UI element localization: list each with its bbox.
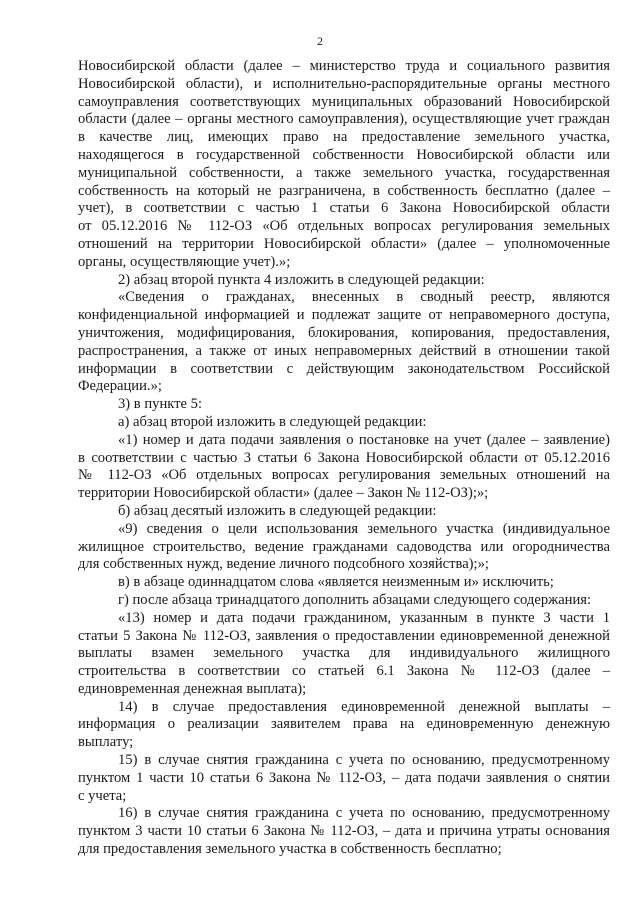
text-line: учет), в соответствии с частью 1 статьи 6 Закона Новосибирской области: [78, 200, 610, 217]
text-line: отношений на территории Новосибирской области» (далее – уполномоченные: [78, 235, 610, 252]
text-line: уничтожения, модифицирования, блокирования, копирования, предоставления,: [78, 324, 610, 341]
text-line: выплату;: [78, 734, 134, 751]
text-line: а) абзац второй изложить в следующей редакции:: [118, 413, 427, 430]
text-line: 15) в случае снятия гражданина с учета по основанию, предусмотренному: [118, 752, 610, 769]
page-number: 2: [317, 34, 323, 48]
text-line: органы, осуществляющие учет).»;: [78, 253, 291, 270]
text-line: для предоставления земельного участка в собственность бесплатно;: [78, 841, 502, 858]
text-line: информация о реализации заявителем права на единовременную денежную: [78, 716, 610, 733]
text-line: информации в соответствии с действующим законодательством Российской: [78, 360, 610, 377]
text-line: Новосибирской области), и исполнительно-распорядительные органы местного: [78, 75, 610, 92]
text-line: Новосибирской области (далее – министерство труда и социального развития: [78, 58, 610, 74]
text-line: области (далее – органы местного самоуправления), осуществляющие учет граждан: [78, 111, 610, 128]
text-line: распространения, а также от иных неправомерных действий в отношении такой: [78, 342, 610, 359]
text-line: в соответствии с частью 3 статьи 6 Закона Новосибирской области от 05.12.2016: [78, 449, 610, 466]
text-line: в качестве лиц, имеющих право на предоставление земельного участка,: [78, 129, 610, 146]
text-line: «Сведения о гражданах, внесенных в сводный реестр, являются: [118, 289, 610, 306]
text-line: «1) номер и дата подачи заявления о постановке на учет (далее – заявление): [118, 431, 610, 448]
text-line: 16) в случае снятия гражданина с учета по основанию, предусмотренному: [118, 805, 610, 822]
text-line: единовременная денежная выплата);: [78, 680, 307, 697]
text-line: 2) абзац второй пункта 4 изложить в следующей редакции:: [118, 271, 485, 288]
text-line: в) в абзаце одиннадцатом слова «является неизменным и» исключить;: [118, 574, 554, 591]
text-line: конфиденциальной информацией и подлежат защите от неправомерного доступа,: [78, 307, 610, 324]
text-line: от 05.12.2016 № 112-ОЗ «Об отдельных вопросах регулирования земельных: [78, 218, 610, 235]
text-line: самоуправления соответствующих муниципальных образований Новосибирской: [78, 93, 610, 110]
document-body: [78, 58, 610, 859]
text-line: Федерации.»;: [78, 378, 162, 395]
text-line: «13) номер и дата подачи гражданином, указанным в пункте 3 части 1: [118, 609, 610, 626]
text-line: с учета;: [78, 787, 127, 804]
text-line: жилищное строительство, ведение гражданами садоводства или огородничества: [78, 538, 610, 555]
text-line: 3) в пункте 5:: [118, 396, 203, 413]
text-line: строительства в соответствии со статьей 6.1 Закона № 112-ОЗ (далее –: [78, 663, 610, 680]
text-line: собственность на который не разграничена, в собственность бесплатно (далее –: [78, 182, 610, 199]
text-line: 14) в случае предоставления единовременной денежной выплаты –: [118, 698, 610, 715]
text-line: территории Новосибирской области» (далее – Закон № 112-ОЗ);»;: [78, 485, 489, 502]
text-line: «9) сведения о цели использования земельного участка (индивидуальное: [118, 520, 610, 537]
text-line: муниципальной собственности, а также земельного участка, государственная: [78, 164, 610, 181]
text-line: пунктом 3 части 10 статьи 6 Закона № 112-ОЗ, – дата и причина утраты основания: [78, 823, 610, 840]
text-line: для собственных нужд, ведение личного подсобного хозяйства);»;: [78, 556, 489, 573]
text-line: пунктом 1 части 10 статьи 6 Закона № 112-ОЗ, – дата подачи заявления о снятии: [78, 769, 610, 786]
text-line: находящегося в государственной собственности Новосибирской области или: [78, 146, 610, 163]
text-line: г) после абзаца тринадцатого дополнить абзацами следующего содержания:: [118, 591, 592, 608]
text-line: выплаты взамен земельного участка для индивидуального жилищного: [78, 645, 610, 662]
text-line: статьи 5 Закона № 112-ОЗ, заявления о предоставлении единовременной денежной: [78, 627, 610, 644]
text-line: б) абзац десятый изложить в следующей редакции:: [118, 502, 437, 519]
text-line: № 112-ОЗ «Об отдельных вопросах регулирования земельных отношений на: [78, 467, 610, 484]
